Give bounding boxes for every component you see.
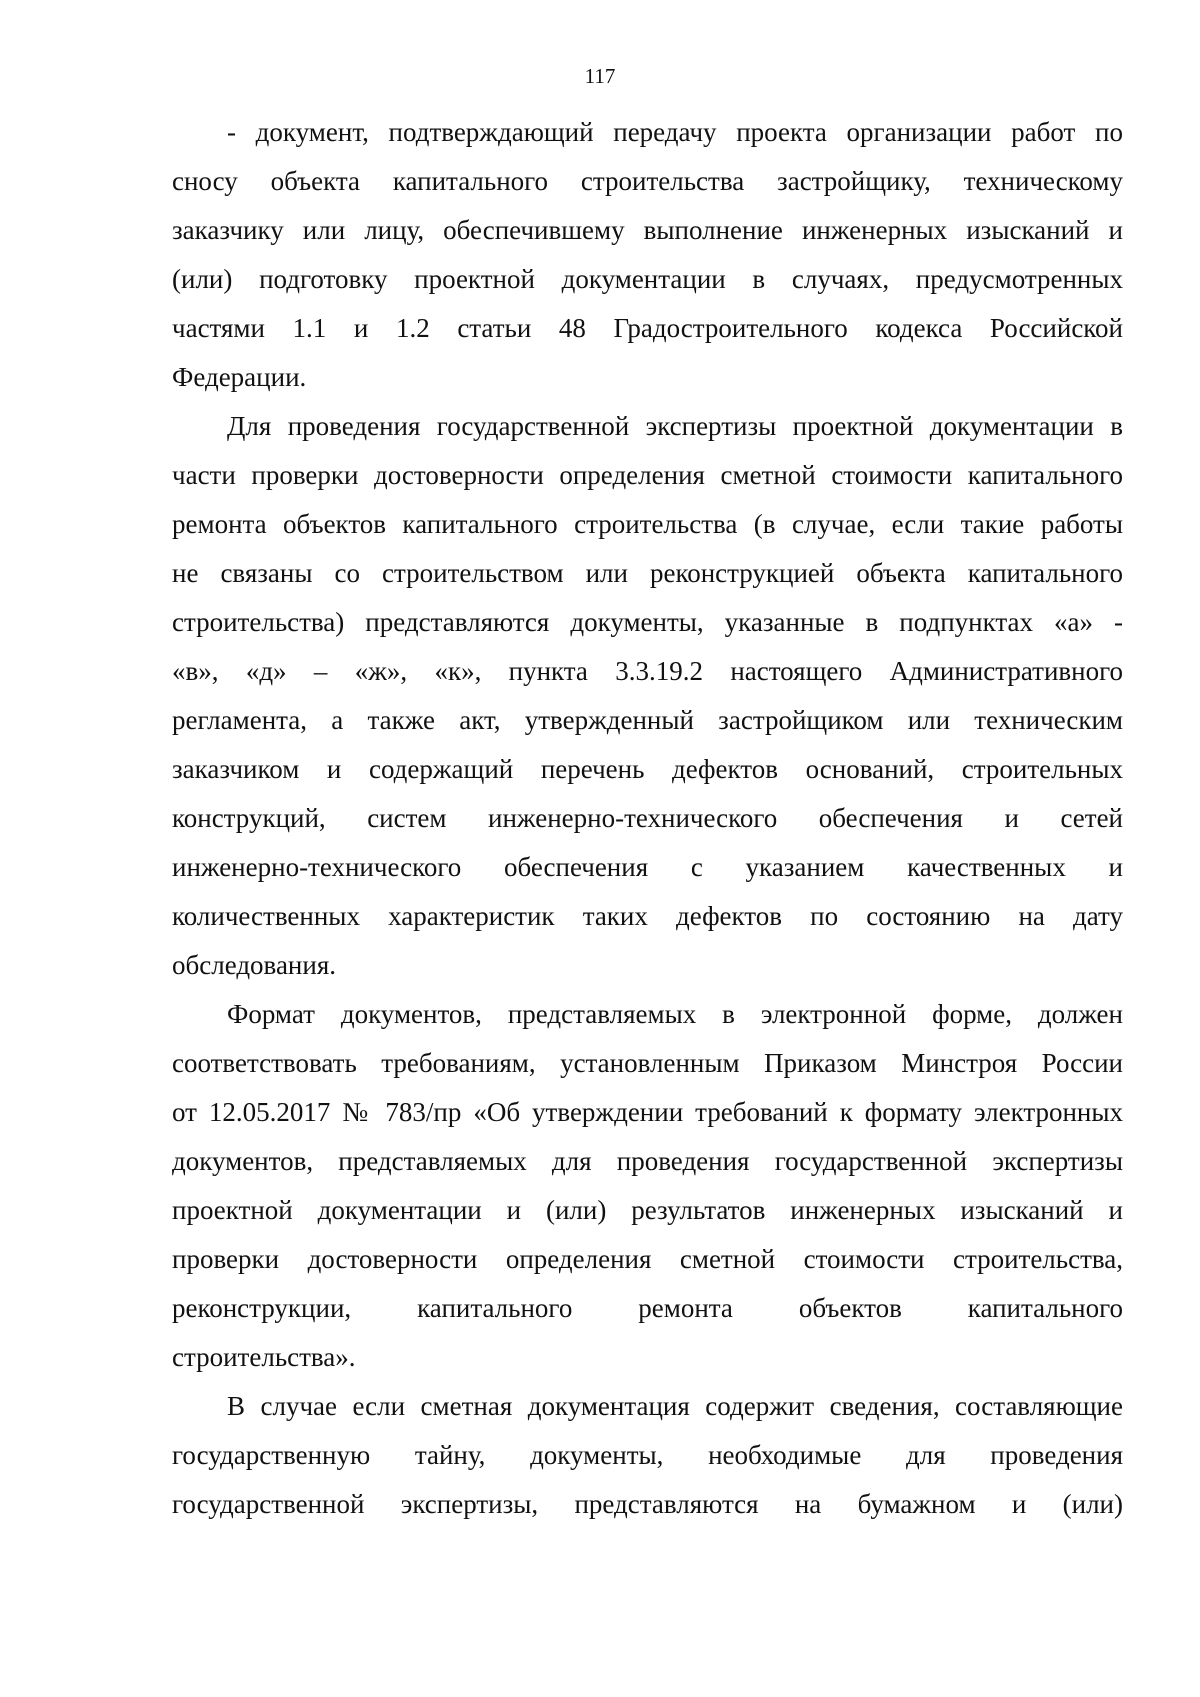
text-line: - документ, подтверждающий передачу проекта организации работ по	[227, 117, 1123, 147]
text-line: заказчику или лицу, обеспечившему выполнение инженерных изысканий и	[172, 215, 1123, 245]
text-line: не связаны со строительством или реконструкцией объекта капитального	[172, 558, 1123, 588]
text-line: В случае если сметная документация содержит сведения, составляющие	[227, 1391, 1123, 1421]
paragraph-capital-repair-expertise	[172, 402, 1123, 990]
text-line: Формат документов, представляемых в электронной форме, должен	[227, 999, 1123, 1029]
text-line: частями 1.1 и 1.2 статьи 48 Градостроительного кодекса Российской	[172, 313, 1123, 343]
text-line: обследования.	[172, 950, 337, 980]
text-line: документов, представляемых для проведения государственной экспертизы	[172, 1146, 1123, 1176]
text-line: Для проведения государственной экспертизы проектной документации в	[227, 411, 1123, 441]
text-line: ремонта объектов капитального строительства (в случае, если такие работы	[172, 509, 1123, 539]
text-line: «в», «д» – «ж», «к», пункта 3.3.19.2 настоящего Административного	[172, 656, 1123, 686]
text-line: сносу объекта капитального строительства застройщику, техническому	[172, 166, 1123, 196]
text-line: строительства».	[172, 1342, 356, 1372]
text-line: Федерации.	[172, 362, 307, 392]
text-line: государственную тайну, документы, необходимые для проведения	[172, 1440, 1123, 1470]
text-line: конструкций, систем инженерно-технического обеспечения и сетей	[172, 803, 1123, 833]
text-line: количественных характеристик таких дефектов по состоянию на дату	[172, 901, 1123, 931]
text-line: соответствовать требованиям, установленным Приказом Минстроя России	[172, 1048, 1123, 1078]
text-line: инженерно-технического обеспечения с указанием качественных и	[172, 852, 1123, 882]
text-line: заказчиком и содержащий перечень дефектов оснований, строительных	[172, 754, 1123, 784]
text-line: от 12.05.2017 № 783/пр «Об утверждении требований к формату электронных	[172, 1097, 1123, 1127]
text-line: реконструкции, капитального ремонта объектов капитального	[172, 1293, 1123, 1323]
text-line: проверки достоверности определения сметной стоимости строительства,	[172, 1244, 1123, 1274]
text-line: проектной документации и (или) результатов инженерных изысканий и	[172, 1195, 1123, 1225]
paragraph-state-secret	[172, 1382, 1123, 1529]
paragraph-demolition-document	[172, 108, 1123, 402]
page-number: 117	[584, 64, 616, 88]
document-body	[172, 108, 1123, 1529]
text-line: части проверки достоверности определения сметной стоимости капитального	[172, 460, 1123, 490]
text-line: регламента, а также акт, утвержденный застройщиком или техническим	[172, 705, 1123, 735]
paragraph-electronic-format	[172, 990, 1123, 1382]
text-line: государственной экспертизы, представляются на бумажном и (или)	[172, 1489, 1123, 1519]
text-line: строительства) представляются документы, указанные в подпунктах «а» -	[172, 607, 1123, 637]
text-line: (или) подготовку проектной документации в случаях, предусмотренных	[172, 264, 1123, 294]
